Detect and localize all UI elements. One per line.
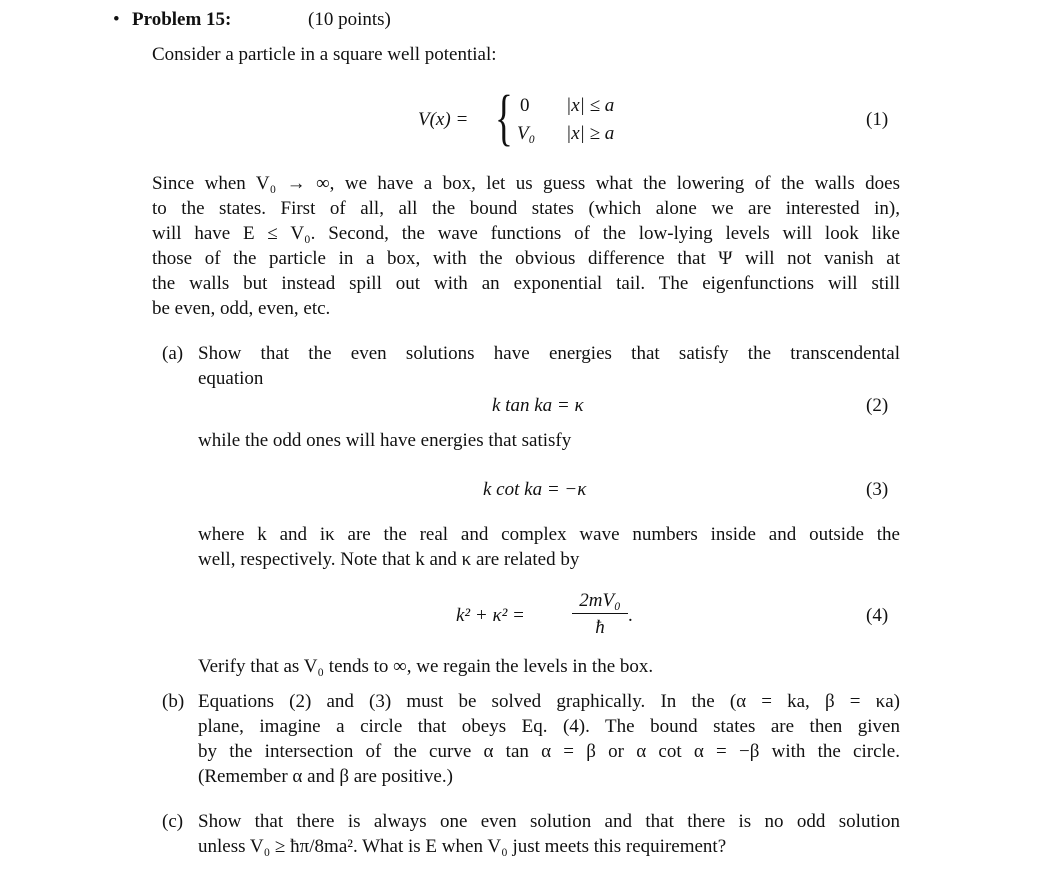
eq3-number: (3) [866, 479, 889, 500]
verify-text: Verify that as V₀ tends to ∞, we regain the levels in the box. [198, 656, 654, 677]
eq4-denominator: ħ [595, 617, 605, 638]
paragraph-line: will have E ≤ V₀. Second, the wave functions of the low-lying levels will look like [152, 223, 900, 244]
eq1-case2-condition: |x| ≥ a [566, 123, 615, 144]
part-b-line: Equations (2) and (3) must be solved graphically. In the (α = ka, β = κa) [198, 691, 900, 712]
part-a-label: (a) [162, 343, 184, 364]
eq1-lhs: V(x) = [418, 109, 469, 130]
paragraph-line: the walls but instead spill out with an exponential tail. The eigenfunctions will still [152, 273, 900, 294]
eq1-case2-value: V₀ [517, 123, 536, 144]
odd-text: while the odd ones will have energies that satisfy [198, 430, 572, 451]
part-a-line: equation [198, 368, 264, 389]
problem-title: Problem 15: [132, 9, 232, 30]
problem-points: (10 points) [308, 9, 391, 30]
paragraph-line: Since when V₀ → ∞, we have a box, let us guess what the lowering of the walls does [152, 173, 900, 194]
part-b-label: (b) [162, 691, 185, 712]
part-c-line: unless V₀ ≥ ħπ/8ma². What is E when V₀ just meets this requirement? [198, 836, 727, 857]
eq4-numerator: 2mV₀ [579, 590, 621, 611]
eq2-expression: k tan ka = κ [492, 395, 584, 416]
eq1-case1-condition: |x| ≤ a [566, 95, 615, 116]
eq1-case1-value: 0 [520, 95, 530, 116]
eq4-fraction-bar [572, 613, 628, 614]
part-b-line: plane, imagine a circle that obeys Eq. (4). The bound states are then given [198, 716, 900, 737]
part-b-line: by the intersection of the curve α tan α = β or α cot α = −β with the circle. [198, 741, 900, 762]
eq4-number: (4) [866, 605, 889, 626]
part-c-label: (c) [162, 811, 184, 832]
eq4-period: . [628, 605, 633, 626]
eq2-number: (2) [866, 395, 889, 416]
eq3-expression: k cot ka = −κ [483, 479, 587, 500]
paragraph-line: to the states. First of all, all the bound states (which alone we are interested in), [152, 198, 900, 219]
eq4-lhs: k² + κ² = [456, 605, 525, 626]
where-line: where k and iκ are the real and complex wave numbers inside and outside the [198, 524, 900, 545]
bullet: • [113, 9, 120, 30]
part-c-line: Show that there is always one even solution and that there is no odd solution [198, 811, 900, 832]
eq1-brace: { [495, 84, 513, 152]
paragraph-line: those of the particle in a box, with the obvious difference that Ψ will not vanish at [152, 248, 900, 269]
eq1-number: (1) [866, 109, 889, 130]
intro-text: Consider a particle in a square well potential: [152, 44, 497, 65]
where-line: well, respectively. Note that k and κ are related by [198, 549, 580, 570]
paragraph-line: be even, odd, even, etc. [152, 298, 331, 319]
part-a-line: Show that the even solutions have energies that satisfy the transcendental [198, 343, 900, 364]
part-b-line: (Remember α and β are positive.) [198, 766, 453, 787]
